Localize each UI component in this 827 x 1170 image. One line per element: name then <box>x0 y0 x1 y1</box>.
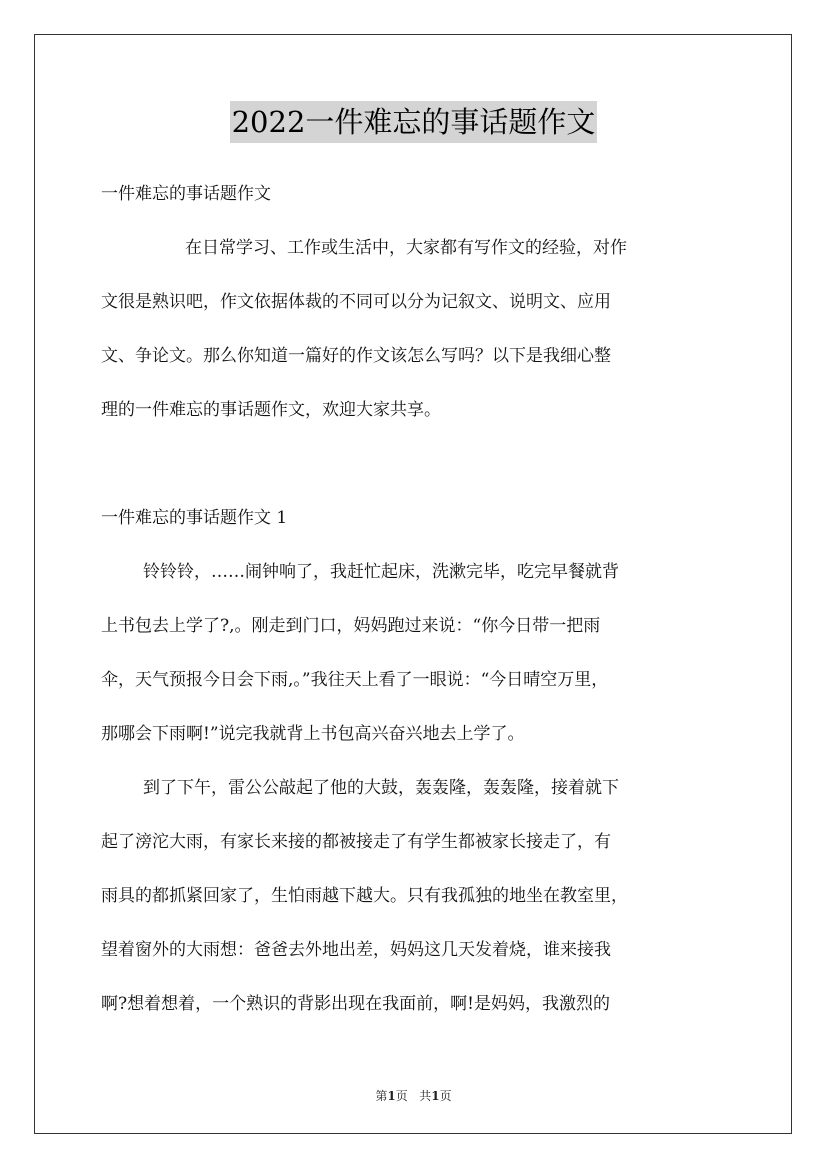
paragraph-line: 上书包去上学了?,。刚走到门口，妈妈跑过来说：“你今日带一把雨 <box>101 616 601 636</box>
paragraph-line: 起了滂沱大雨，有家长来接的都被接走了有学生都被家长接走了，有 <box>101 832 611 852</box>
paragraph-line: 伞，天气预报今日会下雨,。”我往天上看了一眼说：“今日晴空万里， <box>101 670 609 690</box>
footer-page-suffix: 页 <box>439 1089 452 1103</box>
intro-line: 理的一件难忘的事话题作文，欢迎大家共享。 <box>101 400 441 420</box>
document-title-text: 2022一件难忘的事话题作文 <box>230 101 598 143</box>
intro-line: 文、争论文。那么你知道一篇好的作文该怎么写吗？以下是我细心整 <box>101 346 611 366</box>
paragraph-line: 望着窗外的大雨想：爸爸去外地出差，妈妈这几天发着烧，谁来接我 <box>101 940 611 960</box>
footer-page-prefix: 第 <box>375 1089 388 1103</box>
footer-page-mid: 页 共 <box>395 1089 432 1103</box>
paragraph-line: 到了下午，雷公公敲起了他的大鼓，轰轰隆，轰轰隆，接着就下 <box>143 778 619 798</box>
footer-page-number: 1 <box>387 1089 396 1103</box>
page-footer <box>0 1087 827 1104</box>
paragraph-line: 铃铃铃，……闹钟响了，我赶忙起床，洗漱完毕，吃完早餐就背 <box>143 562 619 582</box>
document-title <box>0 101 827 143</box>
intro-line: 文很是熟识吧，作文依据体裁的不同可以分为记叙文、说明文、应用 <box>101 292 611 312</box>
intro-line: 在日常学习、工作或生活中，大家都有写作文的经验，对作 <box>185 238 627 258</box>
subtitle: 一件难忘的事话题作文 <box>101 184 271 204</box>
footer-total-pages: 1 <box>431 1089 440 1103</box>
paragraph-line: 啊?想着想着，一个熟识的背影出现在我面前，啊!是妈妈，我激烈的 <box>101 994 610 1014</box>
section-heading: 一件难忘的事话题作文 1 <box>101 508 288 528</box>
paragraph-line: 雨具的都抓紧回家了，生怕雨越下越大。只有我孤独的地坐在教室里， <box>101 886 628 906</box>
paragraph-line: 那哪会下雨啊!”说完我就背上书包高兴奋兴地去上学了。 <box>101 724 525 744</box>
